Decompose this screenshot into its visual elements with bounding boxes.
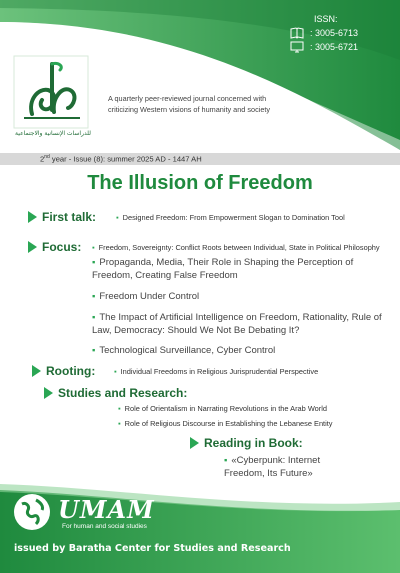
focus-item: ▪ Freedom, Sovereignty: Conflict Roots between Individual, State in Political Philosophy xyxy=(92,243,380,252)
reading-item: ▪ «Cyberpunk: Internet Freedom, Its Future» xyxy=(224,455,321,479)
focus-item: ▪ Technological Surveillance, Cyber Control xyxy=(92,345,276,356)
issue-title: The Illusion of Freedom xyxy=(87,172,313,194)
arrow-icon xyxy=(190,437,199,449)
journal-description: A quarterly peer-reviewed journal concerned with criticizing Western visions of humanity and society xyxy=(108,94,271,114)
arrow-icon xyxy=(32,365,41,377)
issn-online: : 3005-6721 xyxy=(310,42,359,52)
section-focus: Focus: xyxy=(28,240,81,254)
focus-item: ▪ Propaganda, Media, Their Role in Shaping the Perception of Freedom, Creating False Freedom xyxy=(92,257,354,281)
studies-item: ▪ Role of Orientalism in Narrating Revolutions in the Arab World xyxy=(118,404,328,413)
section-rooting: Rooting: xyxy=(32,364,95,378)
focus-item: ▪ Freedom Under Control xyxy=(92,291,200,302)
issuer-text: issued by Baratha Center for Studies and Research xyxy=(14,543,291,554)
journal-logo xyxy=(8,52,96,140)
globe-icon xyxy=(12,492,52,532)
issn-label: ISSN: xyxy=(314,14,338,24)
first-talk-item: ▪ Designed Freedom: From Empowerment Slogan to Domination Tool xyxy=(116,213,345,222)
issn-online-row xyxy=(290,41,358,53)
studies-item: ▪ Role of Religious Discourse in Establishing the Lebanese Entity xyxy=(118,419,333,428)
rooting-item: ▪ Individual Freedoms in Religious Jurisprudential Perspective xyxy=(114,367,319,376)
brand-subtitle: For human and social studies xyxy=(62,523,147,530)
arrow-icon xyxy=(44,387,53,399)
arrow-icon xyxy=(28,241,37,253)
book-icon xyxy=(290,27,304,39)
brand-name: UMAM xyxy=(58,495,155,524)
focus-item: ▪ The Impact of Artificial Intelligence on Freedom, Rationality, Rule of Law, Democracy: Should We Not Be Debating It? xyxy=(92,312,382,336)
arrow-icon xyxy=(28,211,37,223)
section-studies: Studies and Research: xyxy=(44,386,187,400)
monitor-icon xyxy=(290,41,304,53)
issn-print: : 3005-6713 xyxy=(310,28,359,38)
issue-info: 2nd year - Issue (8): summer 2025 AD - 1447 AH xyxy=(40,154,202,164)
logo-caption: للدراسات الإنسانية والاجتماعية xyxy=(15,130,91,137)
issn-print-row xyxy=(290,27,358,39)
section-first-talk: First talk: xyxy=(28,210,96,224)
section-reading: Reading in Book: xyxy=(190,436,303,450)
